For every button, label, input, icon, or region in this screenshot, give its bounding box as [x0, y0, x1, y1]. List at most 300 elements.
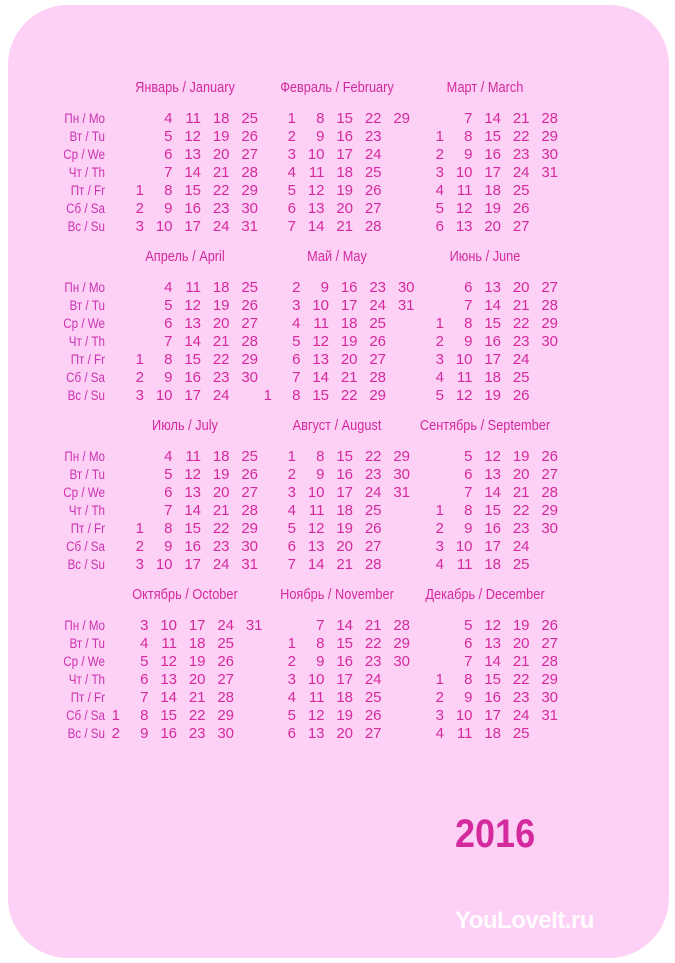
day-cell: 28: [541, 484, 558, 501]
day-cell: 2: [435, 689, 444, 706]
day-cell: 2: [287, 466, 296, 483]
day-cell: [388, 725, 410, 743]
day-cell: 24: [369, 297, 386, 314]
day-cell: 26: [364, 520, 382, 537]
day-cell: 17: [336, 146, 353, 163]
day-cell: 13: [184, 484, 201, 501]
day-cell: [241, 671, 263, 689]
day-cell: 12: [160, 653, 177, 670]
weekday-label: Пн / Mo: [64, 618, 105, 633]
month-title: Февраль / February: [280, 80, 394, 96]
day-cell: 28: [241, 164, 258, 181]
day-cell: 16: [484, 333, 501, 350]
day-cell: 12: [312, 333, 329, 350]
day-cell: 12: [307, 182, 325, 199]
day-cell: 12: [484, 448, 501, 465]
day-cell: [422, 653, 444, 671]
day-cell: 28: [364, 556, 382, 573]
day-cell: 20: [484, 218, 501, 235]
day-cell: [241, 635, 263, 653]
day-cell: 14: [484, 653, 501, 670]
day-cell: 31: [397, 297, 415, 314]
day-cell: 6: [164, 484, 173, 501]
day-cell: 19: [340, 333, 358, 350]
day-cell: 9: [464, 520, 473, 537]
day-cell: 12: [307, 707, 325, 724]
day-cell: [98, 617, 120, 635]
day-cell: 9: [140, 725, 149, 742]
day-cell: 14: [484, 484, 501, 501]
day-cell: 11: [185, 279, 201, 296]
weekday-labels: [30, 448, 105, 574]
day-cell: [250, 297, 272, 315]
day-cell: 24: [512, 351, 530, 368]
day-cell: 7: [287, 218, 296, 235]
day-cell: 20: [512, 279, 530, 296]
day-cell: 19: [512, 448, 530, 465]
day-cell: 30: [397, 279, 415, 296]
day-cell: 21: [188, 689, 206, 706]
day-cell: 10: [160, 617, 177, 634]
day-cell: 29: [369, 387, 386, 404]
day-cell: [122, 315, 144, 333]
day-cell: [250, 369, 272, 387]
day-cell: 13: [455, 218, 473, 235]
day-cell: 25: [364, 689, 382, 706]
day-cell: 27: [241, 484, 258, 501]
day-cell: 6: [140, 671, 149, 688]
day-cell: 20: [512, 466, 530, 483]
watermark: YouLoveIt.ru: [455, 907, 594, 934]
day-cell: 5: [464, 617, 473, 634]
day-cell: 7: [464, 110, 473, 127]
day-cell: 7: [140, 689, 149, 706]
weekday-label: Сб / Sa: [66, 539, 105, 554]
day-cell: [122, 448, 144, 466]
day-cell: 18: [336, 164, 353, 181]
day-cell: 7: [316, 617, 325, 634]
day-cell: 5: [164, 128, 173, 145]
day-cell: 25: [512, 556, 530, 573]
day-cell: 7: [164, 333, 173, 350]
day-cell: 27: [369, 351, 386, 368]
day-cell: 24: [212, 218, 230, 235]
day-cell: 19: [212, 297, 230, 314]
day-cell: [122, 164, 144, 182]
day-cell: 26: [512, 200, 530, 217]
day-cell: 10: [155, 556, 173, 573]
day-cell: 17: [188, 617, 206, 634]
weekday-label: Сб / Sa: [66, 370, 105, 385]
day-cell: 4: [140, 635, 149, 652]
day-cell: 30: [541, 520, 558, 537]
day-cell: 18: [484, 725, 501, 742]
day-cell: 17: [484, 164, 501, 181]
day-cell: 26: [369, 333, 386, 350]
day-cell: 3: [435, 707, 444, 724]
weekday-label: Вс / Su: [67, 388, 105, 403]
day-cell: 2: [435, 333, 444, 350]
day-cell: 11: [161, 635, 177, 652]
day-cell: 6: [287, 538, 296, 555]
day-cell: 11: [456, 369, 473, 386]
month-title: Январь / January: [135, 80, 235, 96]
day-cell: 23: [512, 146, 530, 163]
day-cell: 27: [541, 466, 558, 483]
day-cell: 9: [316, 466, 325, 483]
day-cell: 3: [135, 556, 144, 573]
day-cell: 30: [541, 146, 558, 163]
day-cell: 4: [292, 315, 301, 332]
day-cell: 1: [111, 707, 120, 724]
day-cell: 24: [512, 164, 530, 181]
day-cell: 27: [541, 635, 558, 652]
day-cell: 15: [336, 448, 353, 465]
day-cell: [422, 484, 444, 502]
day-cell: 2: [111, 725, 120, 742]
day-cell: 6: [287, 200, 296, 217]
day-cell: 14: [160, 689, 177, 706]
day-cell: 8: [464, 315, 473, 332]
day-cell: [536, 725, 558, 743]
day-cell: 13: [184, 315, 201, 332]
day-cell: 6: [164, 146, 173, 163]
day-cell: [122, 128, 144, 146]
day-cell: 16: [484, 520, 501, 537]
day-cell: [388, 671, 410, 689]
day-cell: [122, 502, 144, 520]
day-cell: 6: [464, 635, 473, 652]
day-cell: 2: [435, 520, 444, 537]
day-cell: 4: [435, 556, 444, 573]
day-cell: 11: [313, 315, 329, 332]
day-cell: [241, 653, 263, 671]
day-cell: 1: [135, 351, 144, 368]
day-cell: 5: [435, 387, 444, 404]
day-cell: 3: [435, 164, 444, 181]
day-cell: 17: [340, 297, 358, 314]
day-cell: 15: [312, 387, 329, 404]
day-cell: [422, 635, 444, 653]
day-cell: [250, 315, 272, 333]
day-cell: 26: [217, 653, 234, 670]
day-cell: 28: [541, 297, 558, 314]
weekday-label: Пн / Mo: [64, 111, 105, 126]
weekday-label: Пт / Fr: [70, 521, 105, 536]
day-cell: 17: [184, 556, 201, 573]
day-cell: 11: [185, 110, 201, 127]
day-cell: [422, 466, 444, 484]
day-cell: 25: [369, 315, 386, 332]
day-cell: 5: [287, 707, 296, 724]
day-cell: [536, 182, 558, 200]
day-cell: 10: [155, 387, 173, 404]
day-cell: 7: [287, 556, 296, 573]
day-cell: 2: [435, 146, 444, 163]
day-cell: 25: [241, 110, 258, 127]
day-cell: 17: [184, 387, 201, 404]
weekday-label: Ср / We: [63, 485, 105, 500]
weekday-label: Вт / Tu: [69, 467, 105, 482]
weekday-label: Вт / Tu: [69, 298, 105, 313]
day-cell: 29: [541, 315, 558, 332]
day-cell: 8: [464, 671, 473, 688]
day-cell: 18: [336, 689, 353, 706]
day-cell: 28: [364, 218, 382, 235]
day-cell: 18: [212, 110, 230, 127]
day-cell: [393, 369, 415, 387]
day-cell: [122, 297, 144, 315]
weekday-label: Вс / Su: [67, 219, 105, 234]
day-cell: 29: [241, 520, 258, 537]
weekday-label: Пн / Mo: [64, 449, 105, 464]
day-cell: [393, 387, 415, 405]
day-cell: 7: [464, 484, 473, 501]
day-cell: 4: [164, 279, 173, 296]
day-cell: 21: [364, 617, 382, 634]
day-cell: [388, 164, 410, 182]
day-cell: 6: [287, 725, 296, 742]
day-cell: 1: [287, 448, 296, 465]
day-cell: 1: [435, 671, 444, 688]
day-cell: 30: [541, 333, 558, 350]
day-cell: 17: [336, 671, 353, 688]
day-cell: 3: [292, 297, 301, 314]
day-cell: 26: [241, 297, 258, 314]
day-cell: 17: [484, 538, 501, 555]
day-cell: 21: [336, 556, 353, 573]
day-cell: 23: [364, 466, 382, 483]
day-cell: [122, 279, 144, 297]
day-cell: 26: [541, 617, 558, 634]
day-cell: 3: [140, 617, 149, 634]
day-cell: 5: [292, 333, 301, 350]
day-cell: 22: [364, 635, 382, 652]
day-cell: 8: [316, 635, 325, 652]
day-cell: 18: [484, 369, 501, 386]
day-cell: 12: [455, 387, 473, 404]
weekday-label: Ср / We: [63, 147, 105, 162]
weekday-label: Пт / Fr: [70, 352, 105, 367]
day-cell: 22: [364, 448, 382, 465]
day-cell: 13: [484, 466, 501, 483]
day-cell: [536, 538, 558, 556]
day-cell: 21: [340, 369, 358, 386]
day-cell: 24: [364, 671, 382, 688]
day-cell: 16: [160, 725, 177, 742]
day-cell: 4: [164, 110, 173, 127]
day-cell: [98, 653, 120, 671]
day-cell: 6: [435, 218, 444, 235]
day-cell: 19: [212, 128, 230, 145]
day-cell: 25: [512, 182, 530, 199]
day-cell: 5: [140, 653, 149, 670]
day-cell: 29: [393, 448, 410, 465]
day-cell: 31: [541, 164, 558, 181]
day-cell: [122, 110, 144, 128]
day-cell: 9: [316, 128, 325, 145]
day-cell: 2: [287, 653, 296, 670]
day-cell: 20: [340, 351, 358, 368]
day-cell: 3: [287, 671, 296, 688]
day-cell: 27: [364, 200, 382, 217]
day-cell: 19: [336, 707, 353, 724]
day-cell: 17: [484, 707, 501, 724]
day-cell: [422, 297, 444, 315]
day-cell: 21: [336, 218, 353, 235]
day-cell: 19: [336, 182, 353, 199]
month-title: Сентябрь / September: [419, 418, 551, 434]
day-cell: 28: [541, 653, 558, 670]
day-cell: 4: [435, 369, 444, 386]
day-cell: 25: [241, 448, 258, 465]
day-cell: 21: [512, 110, 530, 127]
day-cell: [388, 689, 410, 707]
day-cell: [388, 128, 410, 146]
day-cell: 7: [164, 164, 173, 181]
day-cell: 21: [512, 484, 530, 501]
day-cell: [250, 351, 272, 369]
day-cell: 26: [364, 182, 382, 199]
day-cell: 19: [484, 200, 501, 217]
day-cell: 11: [456, 725, 473, 742]
day-cell: 12: [184, 128, 201, 145]
weekday-label: Вт / Tu: [69, 129, 105, 144]
day-cell: 6: [464, 279, 473, 296]
day-cell: 11: [456, 556, 473, 573]
day-cell: 5: [287, 182, 296, 199]
day-cell: [98, 689, 120, 707]
weekday-label: Ср / We: [63, 654, 105, 669]
day-cell: 28: [393, 617, 410, 634]
day-cell: 2: [287, 128, 296, 145]
day-cell: 18: [212, 448, 230, 465]
day-cell: 21: [512, 653, 530, 670]
day-cell: [393, 315, 415, 333]
day-cell: 15: [484, 502, 501, 519]
day-cell: [122, 333, 144, 351]
day-cell: 25: [241, 279, 258, 296]
weekday-label: Чт / Th: [68, 503, 105, 518]
day-cell: 23: [512, 520, 530, 537]
day-cell: 13: [307, 538, 325, 555]
day-cell: 11: [308, 502, 325, 519]
day-cell: 14: [184, 502, 201, 519]
day-cell: [388, 538, 410, 556]
day-cell: [241, 725, 263, 743]
day-cell: 7: [464, 297, 473, 314]
weekday-label: Ср / We: [63, 316, 105, 331]
day-cell: 21: [212, 164, 230, 181]
day-cell: 28: [217, 689, 234, 706]
day-cell: 1: [435, 315, 444, 332]
day-cell: 28: [541, 110, 558, 127]
day-cell: [98, 635, 120, 653]
day-cell: 15: [184, 182, 201, 199]
weekday-label: Пт / Fr: [70, 690, 105, 705]
day-cell: [388, 520, 410, 538]
day-cell: 10: [307, 146, 325, 163]
day-cell: 29: [241, 351, 258, 368]
day-cell: 5: [287, 520, 296, 537]
day-cell: 23: [364, 128, 382, 145]
day-cell: 9: [164, 369, 173, 386]
day-cell: [388, 182, 410, 200]
day-cell: [388, 146, 410, 164]
day-cell: 16: [336, 653, 353, 670]
day-cell: 9: [164, 538, 173, 555]
day-cell: [241, 689, 263, 707]
day-cell: 12: [484, 617, 501, 634]
day-cell: 17: [484, 351, 501, 368]
day-cell: 19: [188, 653, 206, 670]
day-cell: 30: [541, 689, 558, 706]
day-cell: 4: [435, 182, 444, 199]
day-cell: 11: [456, 182, 473, 199]
day-cell: 3: [287, 484, 296, 501]
day-cell: 16: [336, 466, 353, 483]
day-cell: 25: [512, 725, 530, 742]
day-cell: 6: [464, 466, 473, 483]
day-cell: 15: [184, 351, 201, 368]
day-cell: 16: [484, 689, 501, 706]
day-cell: 22: [512, 671, 530, 688]
day-cell: 8: [164, 182, 173, 199]
day-cell: 10: [307, 484, 325, 501]
day-cell: 8: [464, 128, 473, 145]
day-cell: 13: [307, 200, 325, 217]
day-cell: [388, 556, 410, 574]
day-cell: 12: [184, 297, 201, 314]
day-cell: 5: [435, 200, 444, 217]
day-cell: 31: [245, 617, 263, 634]
day-cell: 11: [308, 164, 325, 181]
day-cell: 8: [164, 351, 173, 368]
day-cell: 13: [307, 725, 325, 742]
day-cell: [536, 556, 558, 574]
month-title: Октябрь / October: [132, 587, 238, 603]
day-cell: 20: [336, 725, 353, 742]
day-cell: 10: [455, 707, 473, 724]
day-cell: 26: [241, 466, 258, 483]
day-cell: 19: [336, 520, 353, 537]
day-cell: 14: [307, 556, 325, 573]
day-cell: 20: [512, 635, 530, 652]
day-cell: [422, 110, 444, 128]
day-cell: 13: [312, 351, 329, 368]
day-cell: 28: [241, 502, 258, 519]
day-cell: 26: [241, 128, 258, 145]
day-cell: 18: [340, 315, 358, 332]
day-cell: 14: [484, 297, 501, 314]
day-cell: 3: [135, 218, 144, 235]
day-cell: 31: [241, 556, 258, 573]
day-cell: 2: [135, 200, 144, 217]
day-cell: 10: [155, 218, 173, 235]
day-cell: [250, 279, 272, 297]
day-cell: 16: [184, 369, 201, 386]
day-cell: 5: [464, 448, 473, 465]
day-cell: 14: [307, 218, 325, 235]
day-cell: 27: [217, 671, 234, 688]
day-cell: 23: [512, 689, 530, 706]
day-cell: 12: [184, 466, 201, 483]
day-cell: 28: [241, 333, 258, 350]
day-cell: 24: [212, 387, 230, 404]
day-cell: 29: [393, 635, 410, 652]
day-cell: 22: [512, 315, 530, 332]
day-cell: 8: [164, 520, 173, 537]
